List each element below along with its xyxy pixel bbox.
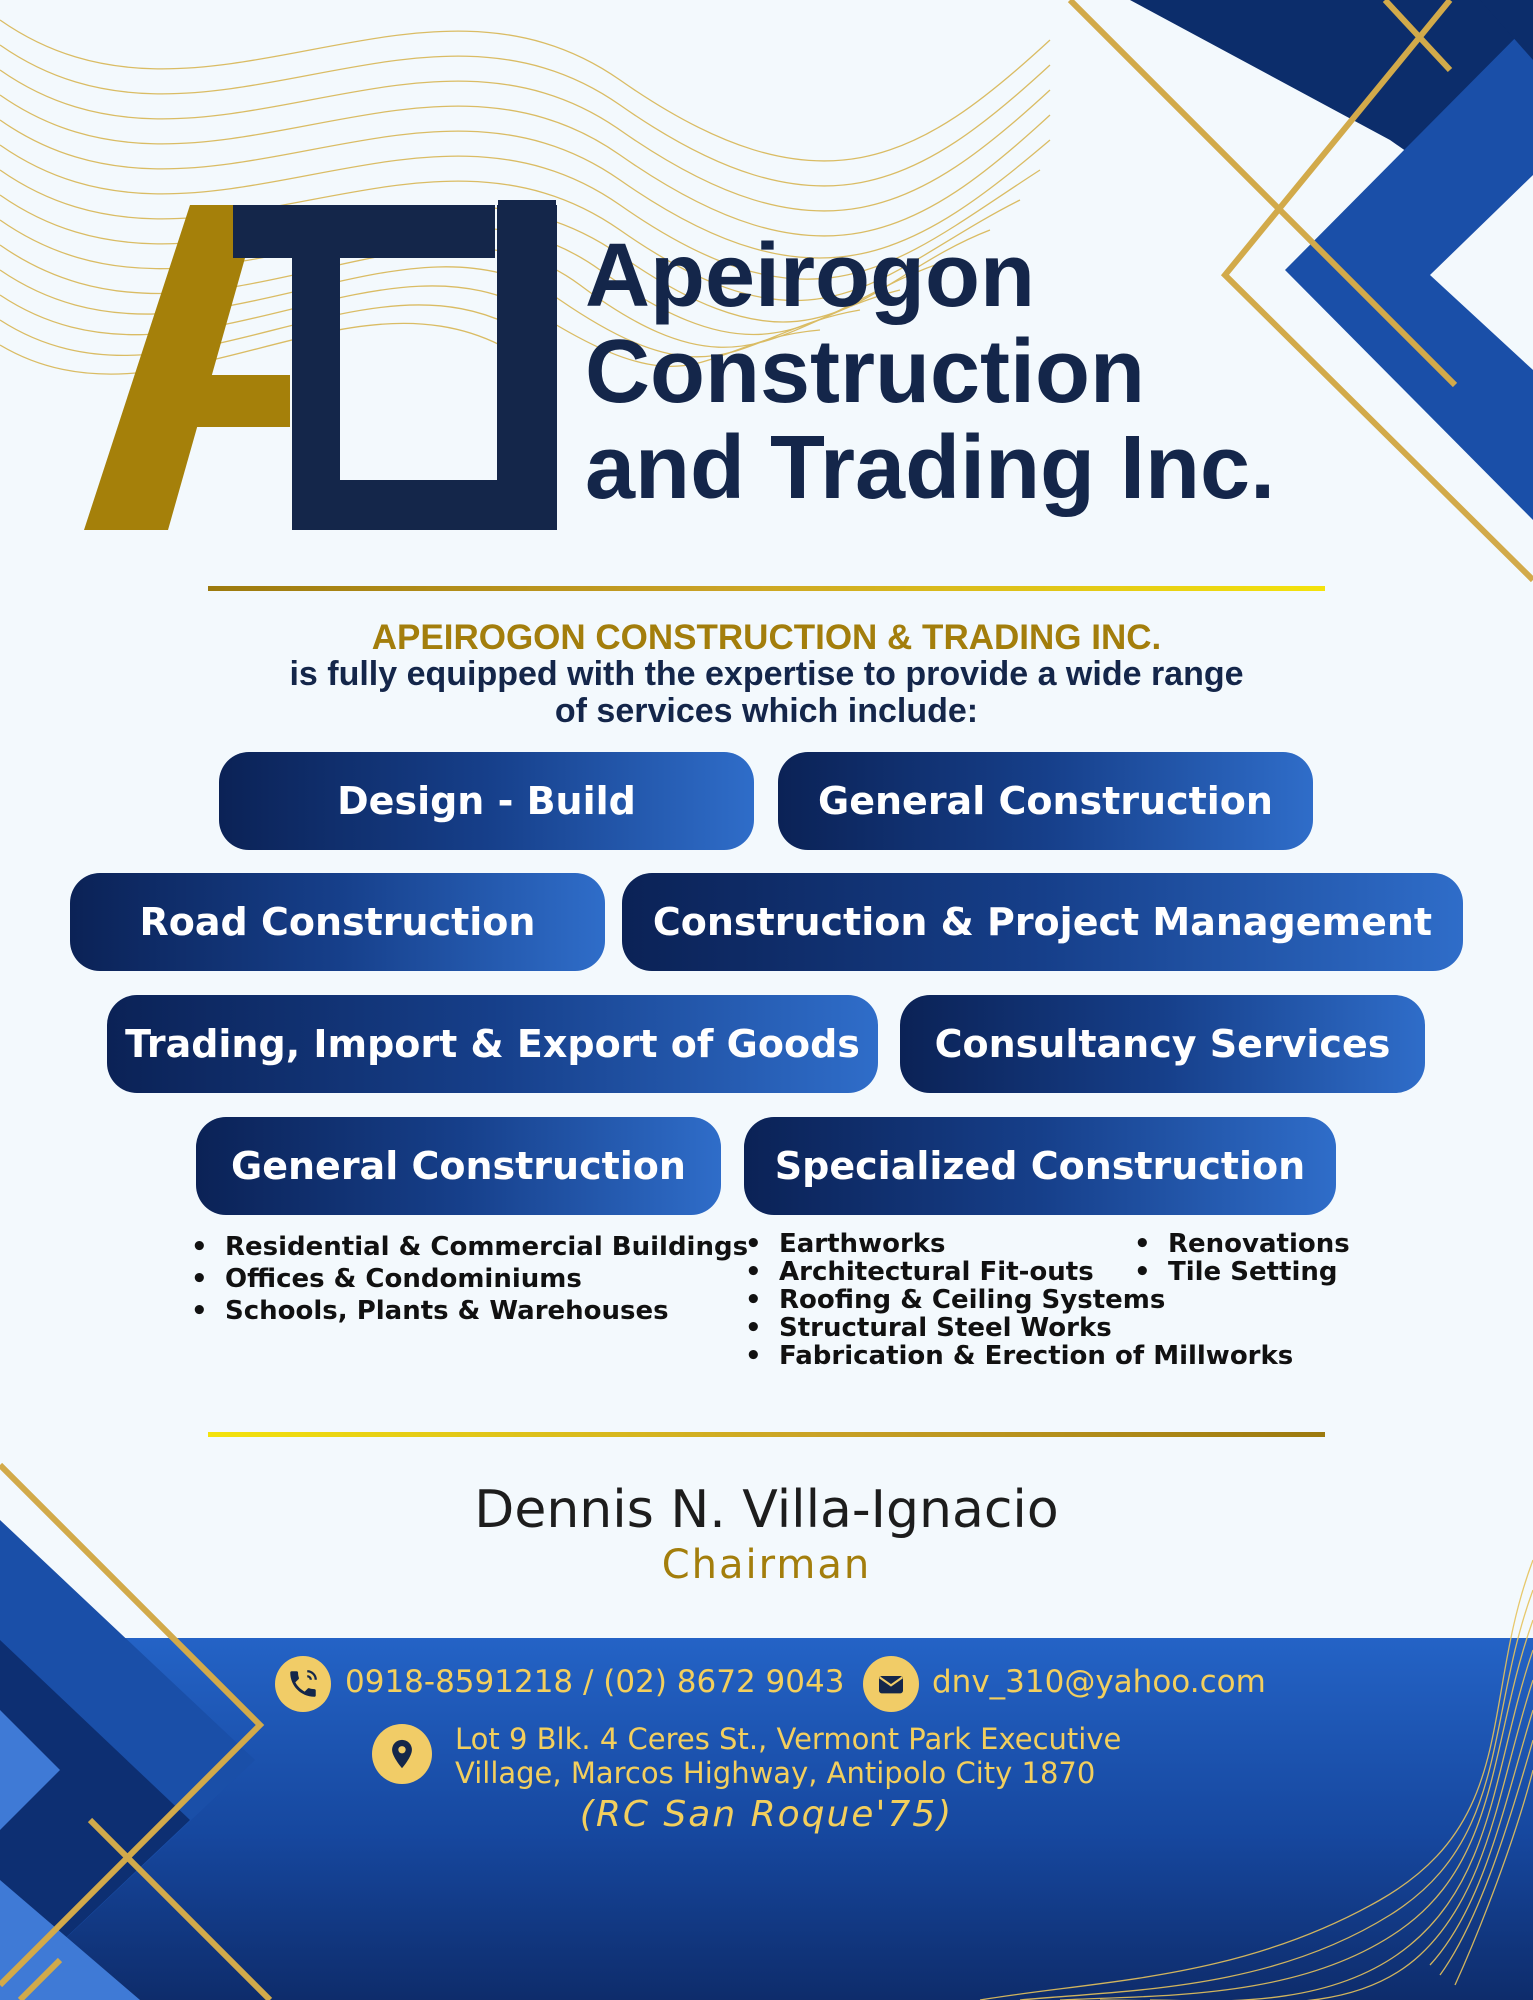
location-pin-icon (372, 1724, 432, 1784)
company-name (585, 228, 1275, 516)
service-road-construction: Road Construction (70, 873, 605, 971)
address (455, 1722, 1121, 1790)
service-trading-import-export: Trading, Import & Export of Goods (107, 995, 878, 1093)
list-item: • Residential & Commercial Buildings (191, 1231, 748, 1263)
chairman-title: Chairman (661, 1542, 872, 1588)
service-project-management: Construction & Project Management (622, 873, 1463, 971)
service-general-construction: General Construction (778, 752, 1313, 850)
list-item: • Roofing & Ceiling Systems (745, 1286, 1293, 1314)
rc-note: (RC San Roque'75) (579, 1794, 954, 1835)
address-line-1: Lot 9 Blk. 4 Ceres St., Vermont Park Executive (455, 1722, 1122, 1756)
email-address[interactable]: dnv_310@yahoo.com (932, 1664, 1266, 1700)
list-item: • Earthworks (745, 1230, 1293, 1258)
company-name-line-3: and Trading Inc. (585, 418, 1276, 518)
phone-number[interactable]: 0918-8591218 / (02) 8672 9043 (345, 1664, 845, 1700)
list-item: • Renovations (1134, 1230, 1350, 1258)
list-item: • Offices & Condominiums (191, 1263, 748, 1295)
intro-text (0, 656, 1533, 730)
bottom-divider (208, 1432, 1325, 1437)
address-line-2: Village, Marcos Highway, Antipolo City 1870 (455, 1756, 1096, 1790)
list-item: • Structural Steel Works (745, 1314, 1293, 1342)
mail-icon (863, 1656, 919, 1712)
list-item: • Fabrication & Erection of Millworks (745, 1342, 1293, 1370)
aci-logo (84, 200, 557, 530)
service-consultancy: Consultancy Services (900, 995, 1425, 1093)
list-item: • Architectural Fit-outs (745, 1258, 1293, 1286)
list-item: • Tile Setting (1134, 1258, 1350, 1286)
general-construction-list (191, 1231, 748, 1327)
intro-line-2: of services which include: (554, 692, 979, 730)
service-design-build: Design - Build (219, 752, 754, 850)
top-divider (208, 586, 1325, 591)
list-item: • Schools, Plants & Warehouses (191, 1295, 748, 1327)
chairman-name: Dennis N. Villa-Ignacio (474, 1480, 1059, 1540)
service-specialized-construction: Specialized Construction (744, 1117, 1336, 1215)
intro-heading: APEIROGON CONSTRUCTION & TRADING INC. (371, 618, 1162, 657)
company-name-line-1: Apeirogon (585, 226, 1035, 326)
intro-line-1: is fully equipped with the expertise to provide a wide range (289, 655, 1244, 693)
phone-icon (275, 1656, 331, 1712)
service-general-construction-detail: General Construction (196, 1117, 721, 1215)
company-name-line-2: Construction (585, 322, 1145, 422)
specialized-construction-list-extra (1134, 1230, 1350, 1286)
